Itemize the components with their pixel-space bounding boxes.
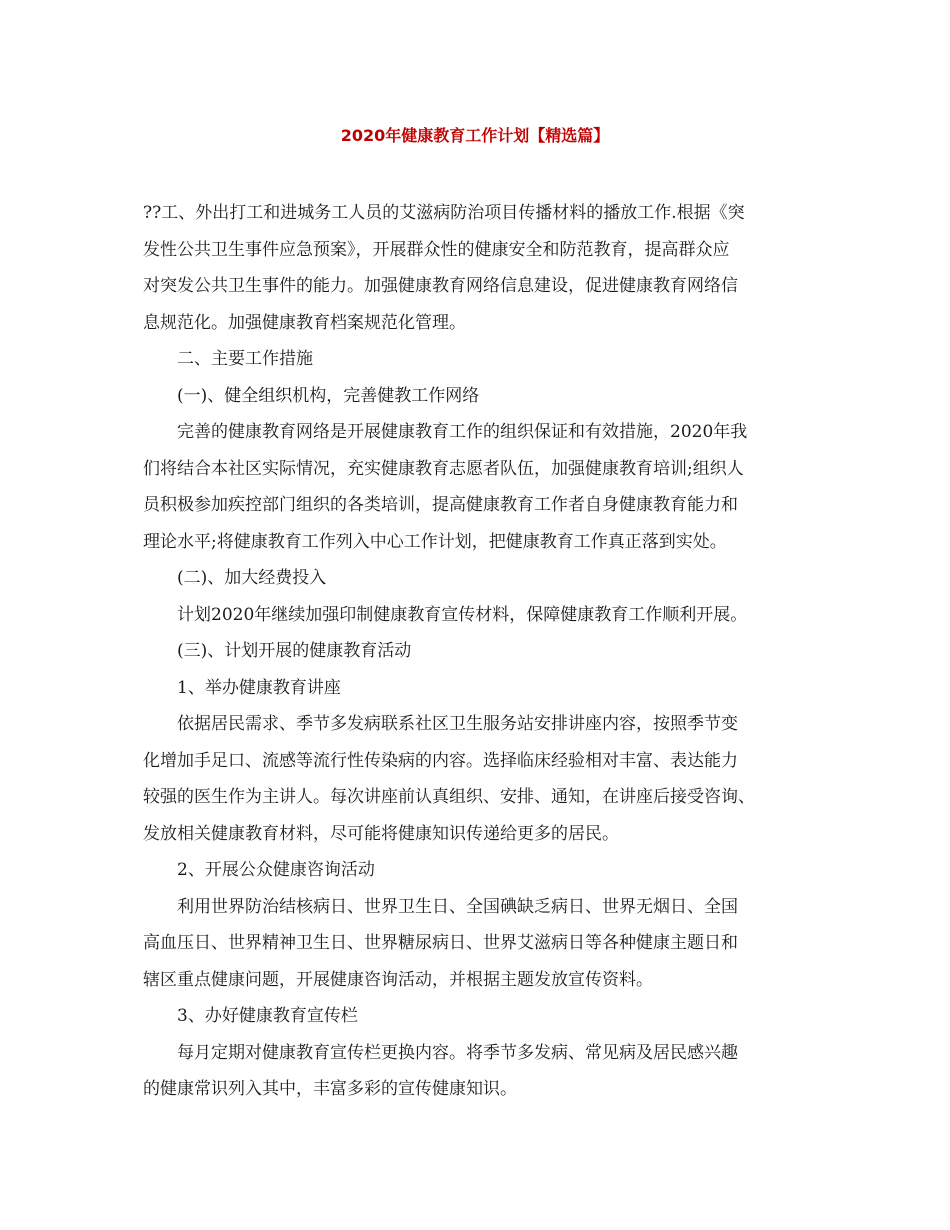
text-line: 较强的医生作为主讲人。每次讲座前认真组织、安排、通知，在讲座后接受咨询、 [143,787,755,807]
text-line: 员积极参加疾控部门组织的各类培训，提高健康教育工作者自身健康教育能力和 [143,495,738,515]
text-line: 2、开展公众健康咨询活动 [177,860,375,880]
text-line: 依据居民需求、季节多发病联系社区卫生服务站安排讲座内容，按照季节变 [177,714,738,734]
text-line: 每月定期对健康教育宣传栏更换内容。将季节多发病、常见病及居民感兴趣 [177,1042,738,1063]
text-line: 二、主要工作措施 [177,349,313,369]
text-line: 发性公共卫生事件应急预案》，开展群众性的健康安全和防范教育，提高群众应 [143,239,730,260]
text-line: 完善的健康教育网络是开展健康教育工作的组织保证和有效措施，2020年我 [177,422,748,442]
text-line: (一)、健全组织机构，完善健教工作网络 [177,385,480,406]
document-body [143,195,803,1108]
text-line: (三)、计划开展的健康教育活动 [177,641,412,661]
text-line: 发放相关健康教育材料，尽可能将健康知识传递给更多的居民。 [143,823,619,844]
text-line: 们将结合本社区实际情况，充实健康教育志愿者队伍，加强健康教育培训;组织人 [143,458,744,479]
text-line: 3、办好健康教育宣传栏 [177,1006,358,1026]
text-line: 高血压日、世界精神卫生日、世界糖尿病日、世界艾滋病日等各种健康主题日和 [143,933,738,953]
text-line: 息规范化。加强健康教育档案规范化管理。 [143,312,466,333]
text-line: 化增加手足口、流感等流行性传染病的内容。选择临床经验相对丰富、表达能力 [143,750,738,771]
text-line: 1、举办健康教育讲座 [177,677,341,698]
text-line: 理论水平;将健康教育工作列入中心工作计划，把健康教育工作真正落到实处。 [143,531,727,552]
text-line: 辖区重点健康问题，开展健康咨询活动，并根据主题发放宣传资料。 [143,969,653,990]
text-line: 计划2020年继续加强印制健康教育宣传材料，保障健康教育工作顺利开展。 [177,604,748,625]
text-line: 的健康常识列入其中，丰富多彩的宣传健康知识。 [143,1079,517,1099]
text-line: 利用世界防治结核病日、世界卫生日、全国碘缺乏病日、世界无烟日、全国 [177,896,738,917]
document-title: 2020年健康教育工作计划【精选篇】 [340,126,610,145]
text-line: (二)、加大经费投入 [177,568,327,588]
text-line: 对突发公共卫生事件的能力。加强健康教育网络信息建设，促进健康教育网络信 [143,276,738,296]
text-line: ??工、外出打工和进城务工人员的艾滋病防治项目传播材料的播放工作.根据《突 [143,203,745,223]
